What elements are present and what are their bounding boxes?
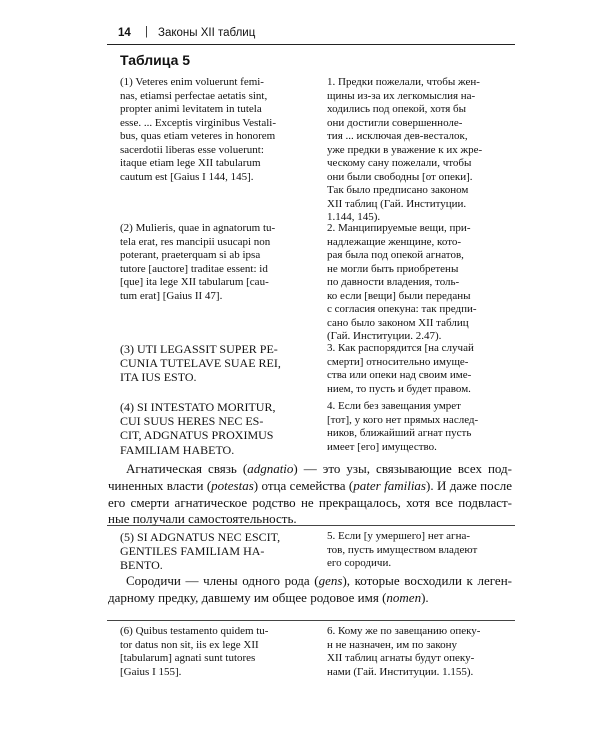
latin-text-2: (2) Mulieris, quae in agnatorum tu- tela erat, res mancipii usucapi non poterant, praeterquam si ab ipsa tutore [auctore] traditae essent: id [que] ita lege XII tabularum [cau- tum erat] [Gaius II 47]. <box>120 222 276 302</box>
header-title: Законы XII таблиц <box>158 27 256 39</box>
section-title: Таблица 5 <box>120 52 191 68</box>
commentary-paragraph-1: Агнатическая связь (adgnatio) — это узы, связывающие всех под-чиненных власти (potestas) отца семейства (pater familias). И даже после его смерти агнатическое родство не прекращалось, хотя все подвласт-ные получали самостоятельность. <box>108 461 512 527</box>
header-separator: | <box>145 26 148 38</box>
russian-text-4: 4. Если без завещания умрет [тот], у кого нет прямых наслед- ников, ближайший агнат пусть имеет [его] имущество. <box>327 400 479 453</box>
russian-text-2: 2. Манципируемые вещи, при- надлежащие женщине, кото- рая была под опекой агнатов, не могли быть приобретены по давности владения, толь- ко если [вещи] были переданы с согласия опекуна: так предпи- сано было законом XII таблиц (Гай. Институции. 2.47). <box>327 222 477 342</box>
russian-text-3: 3. Как распорядится [на случай смерти] относительно имуще- ства или опеки над своим име- нием, то пусть и будет правом. <box>327 342 474 395</box>
russian-text-6: 6. Кому же по завещанию опеку- н не назначен, им по закону XII таблиц агнаты будут опеку- нами (Гай. Институции. 1.155). <box>327 625 481 678</box>
russian-text-5: 5. Если [у умершего] нет агна- тов, пусть имуществом владеют его сородичи. <box>327 530 478 569</box>
commentary-paragraph-2: Сородичи — члены одного рода (gens), которые восходили к леген-дарному предку, давшему им общее родовое имя (nomen). <box>108 573 512 605</box>
latin-text-3: (3) UTI LEGASSIT SUPER PE- CUNIA TUTELAVE SUAE REI, ITA IUS ESTO. <box>120 342 281 385</box>
divider <box>107 620 515 621</box>
page-number: 14 <box>118 27 131 39</box>
russian-text-1: 1. Предки пожелали, чтобы жен- щины из-за их легкомыслия на- ходились под опекой, хотя бы они достигли совершеннолe- тия ... исключая дев-весталок, уже предки в уважение к их жре- ческому сану пожелали, чтобы они были свободны [от опеки]. Так было предписано законом XII таблиц (Гай. Институции. 1.144, 145). <box>327 76 483 223</box>
running-header <box>108 26 514 44</box>
latin-text-1: (1) Veteres enim voluerunt femi- nas, etiamsi perfectae aetatis sint, propter animi levitatem in tutela esse. ... Exceptis virginibus Vestali- bus, quas etiam veteres in honorem sacerdotii liberas esse voluerunt: itaque etiam lege XII tabularum cautum est [Gaius I 144, 145]. <box>120 76 277 183</box>
header-rule <box>107 44 515 45</box>
divider <box>107 525 515 526</box>
latin-text-4: (4) SI INTESTATO MORITUR, CUI SUUS HERES NEC ES- CIT, ADGNATUS PROXIMUS FAMILIAM HABETO. <box>120 400 276 457</box>
latin-text-6: (6) Quibus testamento quidem tu- tor datus non sit, iis ex lege XII [tabularum] agnati sunt tutores [Gaius I 155]. <box>120 625 269 678</box>
latin-text-5: (5) SI ADGNATUS NEC ESCIT, GENTILES FAMILIAM HA- BENTO. <box>120 530 281 573</box>
